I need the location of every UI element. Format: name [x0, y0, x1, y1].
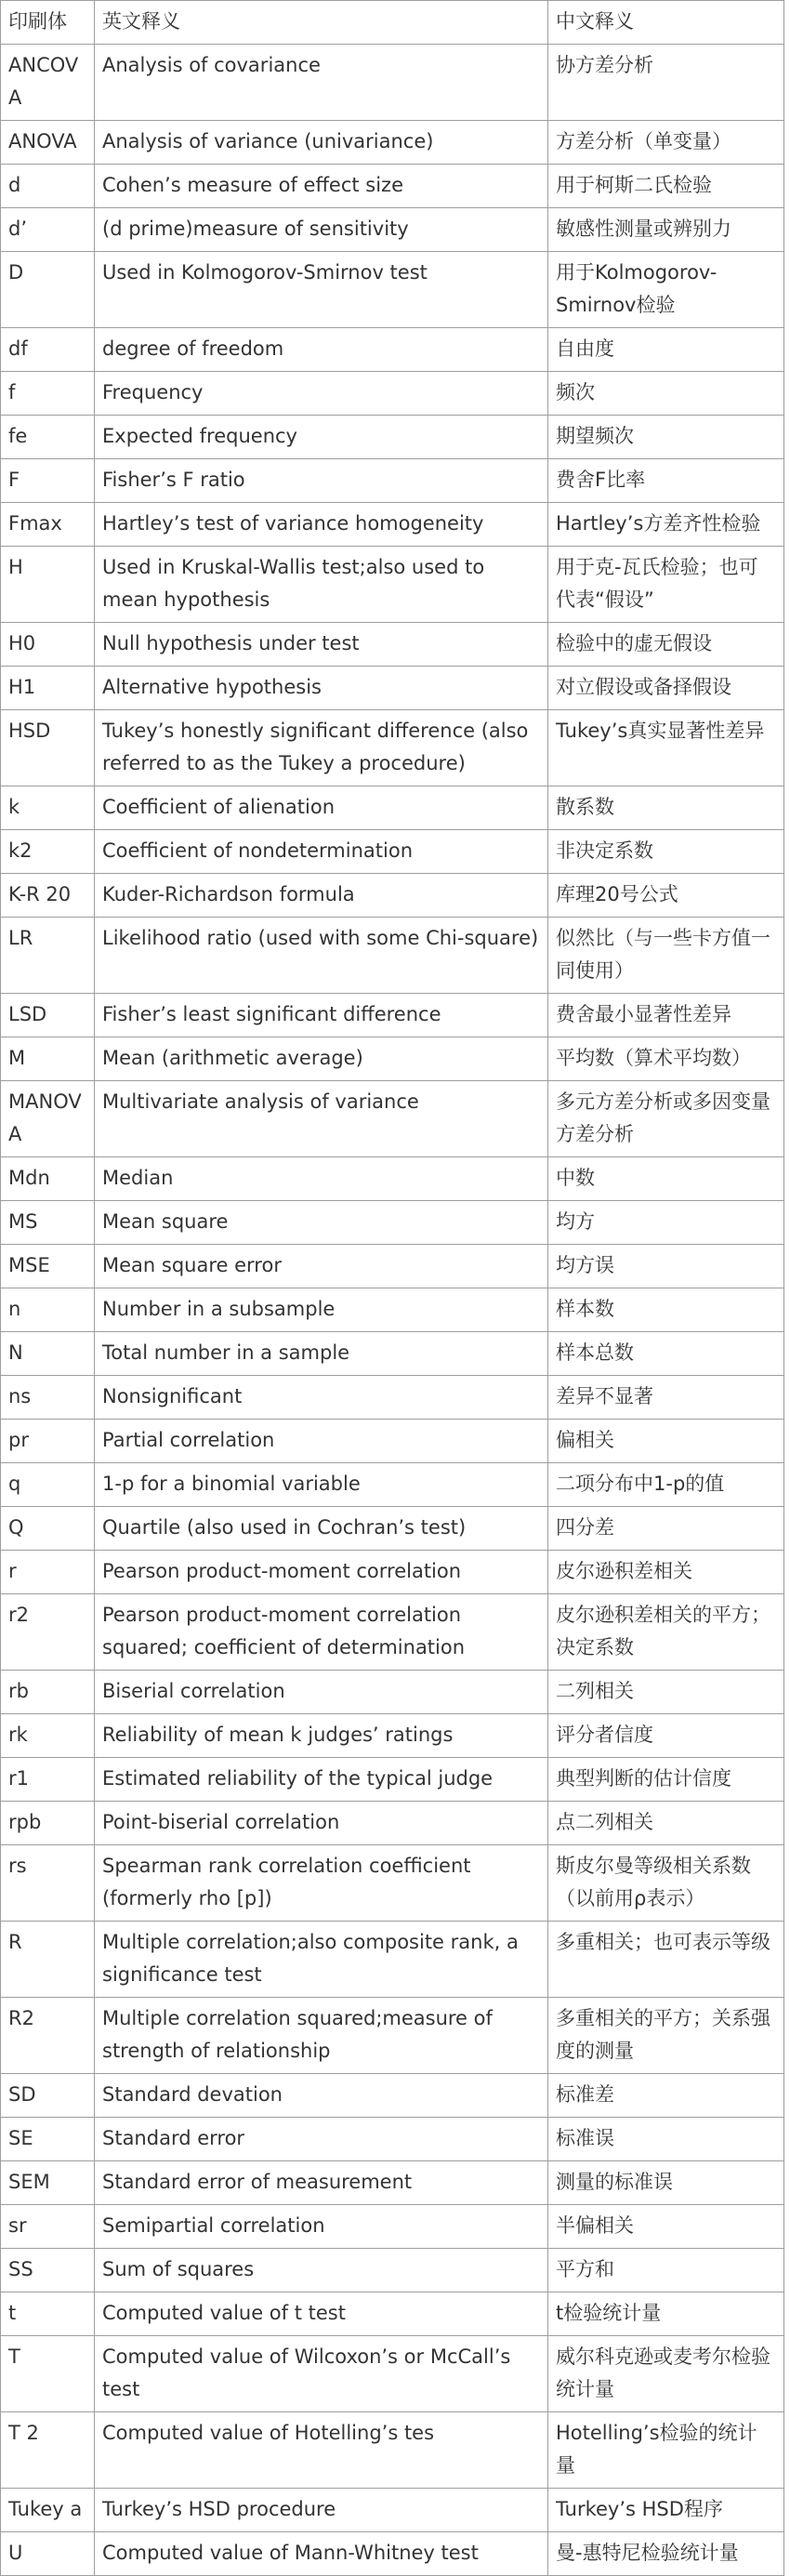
cell-symbol: Fmax: [1, 503, 95, 547]
cell-english: Fisher’s F ratio: [95, 459, 548, 503]
cell-chinese: 对立假设或备择假设: [548, 667, 784, 710]
table-body: [1, 45, 784, 2576]
cell-english: Hartley’s test of variance homogeneity: [95, 503, 548, 547]
cell-symbol: U: [1, 2532, 95, 2576]
cell-symbol: sr: [1, 2205, 95, 2249]
table-row: [1, 623, 784, 667]
cell-chinese: 库理20号公式: [548, 874, 784, 918]
table-row: [1, 1845, 784, 1922]
cell-chinese: Turkey’s HSD程序: [548, 2489, 784, 2532]
cell-chinese: 散系数: [548, 786, 784, 830]
header-english: 英文释义: [95, 1, 548, 45]
cell-english: Turkey’s HSD procedure: [95, 2489, 548, 2532]
cell-chinese: 协方差分析: [548, 45, 784, 121]
cell-chinese: 非决定系数: [548, 830, 784, 874]
cell-chinese: 期望频次: [548, 416, 784, 459]
cell-chinese: 斯皮尔曼等级相关系数（以前用ρ表示）: [548, 1845, 784, 1922]
cell-chinese: 均方: [548, 1201, 784, 1245]
table-row: [1, 2074, 784, 2118]
cell-symbol: r: [1, 1551, 95, 1594]
table-row: [1, 1376, 784, 1420]
cell-symbol: M: [1, 1037, 95, 1081]
cell-chinese: 检验中的虚无假设: [548, 623, 784, 667]
cell-symbol: rb: [1, 1671, 95, 1714]
cell-english: Multiple correlation squared;measure of strength of relationship: [95, 1998, 548, 2074]
table-row: [1, 2118, 784, 2161]
cell-symbol: Q: [1, 1507, 95, 1551]
cell-symbol: r2: [1, 1594, 95, 1671]
table-row: [1, 372, 784, 416]
cell-symbol: T: [1, 2336, 95, 2412]
table-row: [1, 328, 784, 372]
table-row: [1, 503, 784, 547]
cell-symbol: d’: [1, 208, 95, 252]
cell-symbol: rk: [1, 1714, 95, 1758]
cell-chinese: 皮尔逊积差相关: [548, 1551, 784, 1594]
cell-chinese: 中数: [548, 1157, 784, 1201]
cell-english: Frequency: [95, 372, 548, 416]
table-row: [1, 1420, 784, 1463]
table-row: [1, 874, 784, 918]
table-row: [1, 2249, 784, 2292]
cell-chinese: 半偏相关: [548, 2205, 784, 2249]
cell-symbol: ANOVA: [1, 121, 95, 165]
table-row: [1, 45, 784, 121]
cell-symbol: rpb: [1, 1802, 95, 1845]
table-row: [1, 1463, 784, 1507]
cell-chinese: 皮尔逊积差相关的平方；决定系数: [548, 1594, 784, 1671]
cell-english: Fisher’s least significant difference: [95, 994, 548, 1037]
cell-chinese: 费舍最小显著性差异: [548, 994, 784, 1037]
cell-english: Analysis of covariance: [95, 45, 548, 121]
table-row: [1, 918, 784, 994]
table-row: [1, 2489, 784, 2532]
cell-english: Used in Kruskal-Wallis test;also used to mean hypothesis: [95, 547, 548, 623]
cell-symbol: q: [1, 1463, 95, 1507]
cell-english: Standard error of measurement: [95, 2161, 548, 2205]
cell-symbol: MSE: [1, 1245, 95, 1288]
cell-english: Likelihood ratio (used with some Chi-square): [95, 918, 548, 994]
table-row: [1, 121, 784, 165]
table-row: [1, 459, 784, 503]
cell-english: Computed value of t test: [95, 2292, 548, 2336]
table-row: [1, 2412, 784, 2489]
cell-symbol: SE: [1, 2118, 95, 2161]
cell-chinese: t检验统计量: [548, 2292, 784, 2336]
cell-symbol: F: [1, 459, 95, 503]
cell-english: Expected frequency: [95, 416, 548, 459]
table-row: [1, 1714, 784, 1758]
cell-chinese: 曼-惠特尼检验统计量: [548, 2532, 784, 2576]
cell-chinese: 四分差: [548, 1507, 784, 1551]
cell-symbol: d: [1, 165, 95, 208]
cell-english: Nonsignificant: [95, 1376, 548, 1420]
cell-english: Semipartial correlation: [95, 2205, 548, 2249]
cell-chinese: 偏相关: [548, 1420, 784, 1463]
table-row: [1, 1507, 784, 1551]
cell-symbol: LSD: [1, 994, 95, 1037]
cell-symbol: HSD: [1, 710, 95, 786]
cell-symbol: N: [1, 1332, 95, 1376]
cell-symbol: Mdn: [1, 1157, 95, 1201]
cell-chinese: 用于Kolmogorov-Smirnov检验: [548, 252, 784, 328]
cell-chinese: 方差分析（单变量）: [548, 121, 784, 165]
cell-symbol: k: [1, 786, 95, 830]
cell-chinese: 评分者信度: [548, 1714, 784, 1758]
cell-chinese: 敏感性测量或辨别力: [548, 208, 784, 252]
cell-symbol: pr: [1, 1420, 95, 1463]
cell-chinese: 差异不显著: [548, 1376, 784, 1420]
cell-english: Mean square: [95, 1201, 548, 1245]
cell-symbol: R: [1, 1922, 95, 1998]
table-row: [1, 1245, 784, 1288]
cell-chinese: 平方和: [548, 2249, 784, 2292]
cell-english: (d prime)measure of sensitivity: [95, 208, 548, 252]
cell-english: Reliability of mean k judges’ ratings: [95, 1714, 548, 1758]
table-row: [1, 1157, 784, 1201]
cell-symbol: df: [1, 328, 95, 372]
table-row: [1, 1288, 784, 1332]
table-row: [1, 1998, 784, 2074]
cell-chinese: 点二列相关: [548, 1802, 784, 1845]
table-row: [1, 2336, 784, 2412]
cell-chinese: Tukey’s真实显著性差异: [548, 710, 784, 786]
cell-chinese: 用于克-瓦氏检验；也可代表“假设”: [548, 547, 784, 623]
cell-english: Mean square error: [95, 1245, 548, 1288]
cell-chinese: 威尔科克逊或麦考尔检验统计量: [548, 2336, 784, 2412]
cell-chinese: 费舍F比率: [548, 459, 784, 503]
cell-english: Quartile (also used in Cochran’s test): [95, 1507, 548, 1551]
table-row: [1, 1332, 784, 1376]
cell-chinese: 样本数: [548, 1288, 784, 1332]
table-row: [1, 2205, 784, 2249]
table-row: [1, 1081, 784, 1157]
cell-symbol: Tukey a: [1, 2489, 95, 2532]
cell-chinese: 似然比（与一些卡方值一同使用）: [548, 918, 784, 994]
cell-chinese: 标准差: [548, 2074, 784, 2118]
table-row: [1, 2292, 784, 2336]
header-chinese: 中文释义: [548, 1, 784, 45]
cell-chinese: 自由度: [548, 328, 784, 372]
cell-chinese: 二项分布中1-p的值: [548, 1463, 784, 1507]
cell-english: Computed value of Hotelling’s tes: [95, 2412, 548, 2489]
table-row: [1, 1922, 784, 1998]
table-header-row: [1, 1, 784, 45]
cell-english: Computed value of Mann-Whitney test: [95, 2532, 548, 2576]
cell-english: Mean (arithmetic average): [95, 1037, 548, 1081]
table-row: [1, 1758, 784, 1802]
cell-symbol: MS: [1, 1201, 95, 1245]
cell-symbol: f: [1, 372, 95, 416]
cell-symbol: R2: [1, 1998, 95, 2074]
cell-english: Analysis of variance (univariance): [95, 121, 548, 165]
table-row: [1, 208, 784, 252]
cell-symbol: D: [1, 252, 95, 328]
cell-english: Standard error: [95, 2118, 548, 2161]
cell-english: Coefficient of nondetermination: [95, 830, 548, 874]
cell-chinese: 多重相关；也可表示等级: [548, 1922, 784, 1998]
cell-chinese: 二列相关: [548, 1671, 784, 1714]
cell-symbol: LR: [1, 918, 95, 994]
cell-english: Partial correlation: [95, 1420, 548, 1463]
table-row: [1, 1671, 784, 1714]
cell-english: Pearson product-moment correlation: [95, 1551, 548, 1594]
cell-chinese: 样本总数: [548, 1332, 784, 1376]
cell-english: Total number in a sample: [95, 1332, 548, 1376]
cell-english: Alternative hypothesis: [95, 667, 548, 710]
cell-symbol: rs: [1, 1845, 95, 1922]
table-row: [1, 547, 784, 623]
table-row: [1, 2532, 784, 2576]
cell-english: Computed value of Wilcoxon’s or McCall’s test: [95, 2336, 548, 2412]
cell-english: Sum of squares: [95, 2249, 548, 2292]
cell-english: Standard devation: [95, 2074, 548, 2118]
table-row: [1, 1201, 784, 1245]
cell-symbol: SD: [1, 2074, 95, 2118]
cell-english: Median: [95, 1157, 548, 1201]
cell-symbol: fe: [1, 416, 95, 459]
table-row: [1, 2161, 784, 2205]
cell-chinese: 测量的标准误: [548, 2161, 784, 2205]
cell-symbol: SEM: [1, 2161, 95, 2205]
table-row: [1, 710, 784, 786]
cell-chinese: 多元方差分析或多因变量方差分析: [548, 1081, 784, 1157]
header-symbol: 印刷体: [1, 1, 95, 45]
cell-english: Estimated reliability of the typical judge: [95, 1758, 548, 1802]
table-row: [1, 252, 784, 328]
cell-chinese: 用于柯斯二氏检验: [548, 165, 784, 208]
cell-symbol: t: [1, 2292, 95, 2336]
cell-english: Multivariate analysis of variance: [95, 1081, 548, 1157]
table-row: [1, 1551, 784, 1594]
cell-symbol: n: [1, 1288, 95, 1332]
table-row: [1, 1037, 784, 1081]
cell-english: Coefficient of alienation: [95, 786, 548, 830]
table-row: [1, 786, 784, 830]
cell-english: 1-p for a binomial variable: [95, 1463, 548, 1507]
cell-chinese: 标准误: [548, 2118, 784, 2161]
cell-symbol: K-R 20: [1, 874, 95, 918]
cell-english: Kuder-Richardson formula: [95, 874, 548, 918]
cell-english: Biserial correlation: [95, 1671, 548, 1714]
cell-chinese: 均方误: [548, 1245, 784, 1288]
cell-english: Point-biserial correlation: [95, 1802, 548, 1845]
table-row: [1, 165, 784, 208]
table-row: [1, 830, 784, 874]
cell-symbol: k2: [1, 830, 95, 874]
cell-symbol: H1: [1, 667, 95, 710]
cell-symbol: ns: [1, 1376, 95, 1420]
cell-symbol: ANCOVA: [1, 45, 95, 121]
cell-english: Tukey’s honestly significant difference (also referred to as the Tukey a procedure): [95, 710, 548, 786]
cell-english: Spearman rank correlation coefficient (formerly rho [p]): [95, 1845, 548, 1922]
cell-symbol: r1: [1, 1758, 95, 1802]
table-row: [1, 1802, 784, 1845]
cell-chinese: 频次: [548, 372, 784, 416]
cell-chinese: Hotelling’s检验的统计量: [548, 2412, 784, 2489]
cell-chinese: 多重相关的平方；关系强度的测量: [548, 1998, 784, 2074]
cell-symbol: MANOVA: [1, 1081, 95, 1157]
cell-symbol: T 2: [1, 2412, 95, 2489]
cell-chinese: 典型判断的估计信度: [548, 1758, 784, 1802]
cell-chinese: 平均数（算术平均数）: [548, 1037, 784, 1081]
cell-chinese: Hartley’s方差齐性检验: [548, 503, 784, 547]
cell-english: Multiple correlation;also composite rank, a significance test: [95, 1922, 548, 1998]
cell-english: Cohen’s measure of effect size: [95, 165, 548, 208]
cell-english: Pearson product-moment correlation squared; coefficient of determination: [95, 1594, 548, 1671]
table-row: [1, 667, 784, 710]
cell-english: Number in a subsample: [95, 1288, 548, 1332]
cell-english: Null hypothesis under test: [95, 623, 548, 667]
cell-english: degree of freedom: [95, 328, 548, 372]
table-row: [1, 416, 784, 459]
table-row: [1, 1594, 784, 1671]
cell-symbol: H0: [1, 623, 95, 667]
cell-symbol: SS: [1, 2249, 95, 2292]
table-row: [1, 994, 784, 1037]
cell-english: Used in Kolmogorov-Smirnov test: [95, 252, 548, 328]
cell-symbol: H: [1, 547, 95, 623]
